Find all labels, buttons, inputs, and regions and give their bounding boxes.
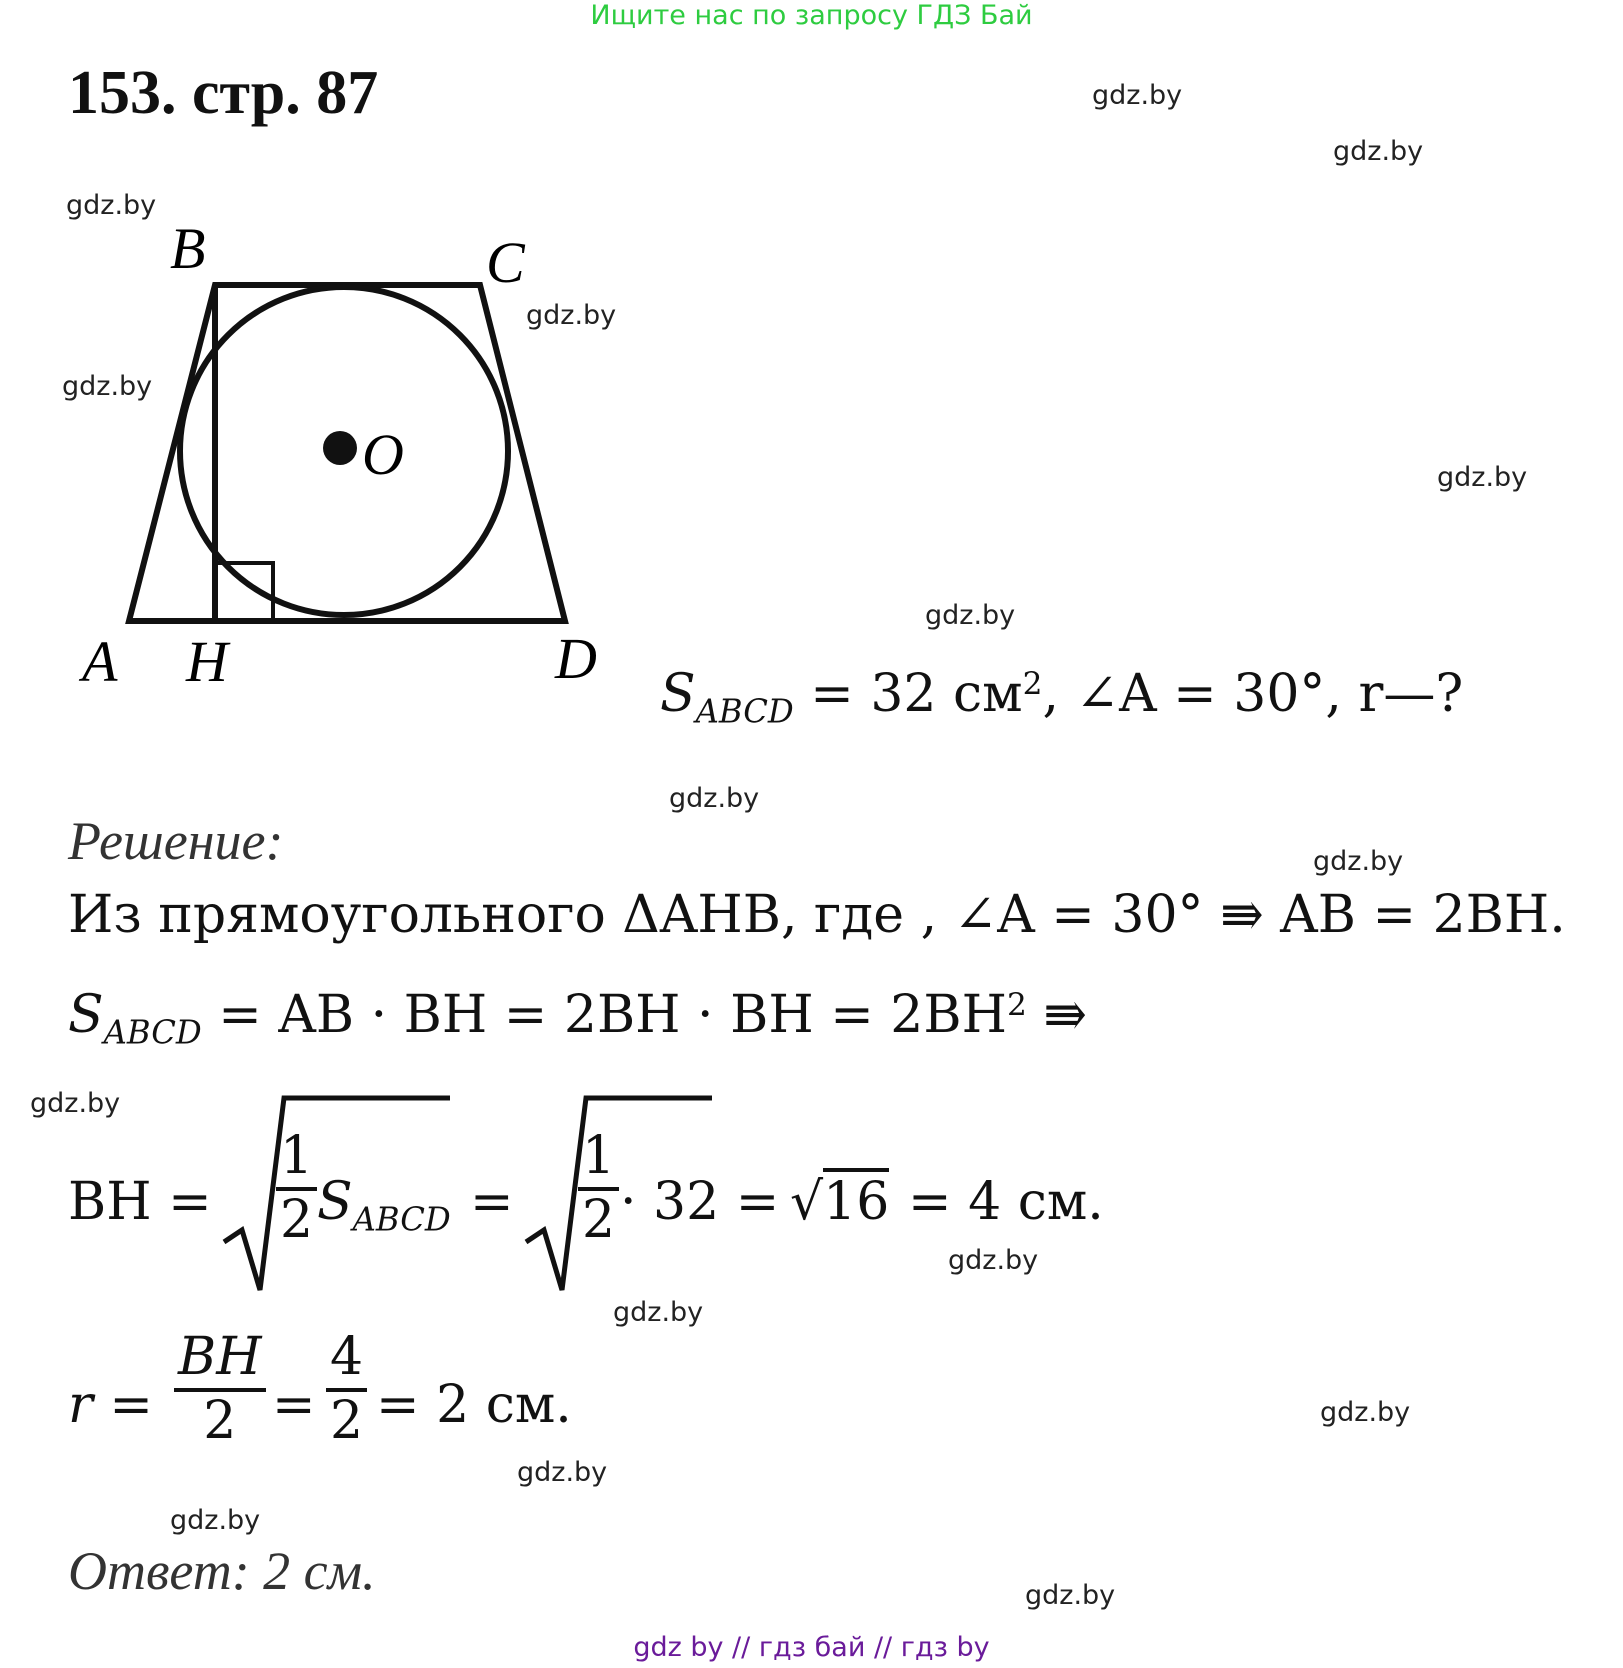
bh-frac1-num: 1 [276,1127,317,1191]
r-eq: = [272,1375,316,1435]
solution-line-2 [68,985,1087,1051]
line2-exponent: 2 [1006,986,1027,1023]
r-frac2-den: 2 [330,1390,364,1451]
r-frac-2 [320,1328,373,1452]
bh-frac-1 [270,1127,323,1251]
sqrt-value: 16 [823,1168,889,1232]
bh-eq-1: = [470,1172,514,1232]
watermark: gdz.by [170,1505,261,1536]
label-d: D [555,626,597,691]
label-a: A [82,629,118,694]
watermark: gdz.by [66,190,157,221]
label-o: O [362,422,404,487]
given-rest: , ∠A = 30°, r—? [1042,664,1464,724]
solution-line-1: Из прямоугольного ΔAHB, где , ∠A = 30° ⇛ AB = 2BH. [68,885,1566,945]
given-condition [660,664,1463,730]
top-banner[interactable]: Ищите нас по запросу ГДЗ Бай [590,0,1033,31]
watermark: gdz.by [517,1457,608,1488]
center-point [323,431,357,465]
answer: Ответ: 2 см. [68,1541,376,1601]
bh-frac1-den: 2 [280,1189,314,1250]
trapezoid-figure [70,220,630,700]
watermark: gdz.by [1437,462,1528,493]
watermark: gdz.by [62,371,153,402]
given-value: = 32 см [793,664,1023,724]
line2-expression: = AB · BH = 2BH · BH = 2BH [201,985,1007,1045]
bh-result: = 4 см. [908,1172,1104,1232]
given-s-sub: ABCD [695,692,794,731]
watermark: gdz.by [1092,80,1183,111]
given-s: S [660,664,696,724]
bh-frac2-den: 2 [582,1189,616,1250]
footer-links[interactable]: gdz by // гдз бай // гдз by [633,1632,990,1663]
given-exponent: 2 [1022,665,1043,702]
bh-s-sub: ABCD [352,1200,451,1239]
watermark: gdz.by [30,1088,121,1119]
line2-s-sub: ABCD [103,1013,202,1052]
problem-title: 153. стр. 87 [68,59,379,127]
watermark: gdz.by [925,600,1016,631]
r-lhs-text: r = [68,1375,153,1435]
sqrt-sign: √ [790,1172,824,1232]
label-h: H [186,629,228,694]
bh-frac2-num: 1 [578,1127,619,1191]
bh-mult: · 32 = [620,1172,780,1232]
bh-s: S [317,1172,353,1232]
watermark: gdz.by [613,1297,704,1328]
watermark: gdz.by [526,300,617,331]
bh-frac-2 [572,1127,625,1251]
label-c: C [486,230,525,295]
solution-heading: Решение: [68,811,284,871]
watermark: gdz.by [1333,136,1424,167]
r-lhs [68,1375,153,1435]
watermark: gdz.by [1313,846,1404,877]
watermark: gdz.by [669,783,760,814]
bh-sqrt16 [790,1172,889,1232]
bh-lhs: BH = [68,1172,212,1232]
label-b: B [170,220,206,281]
r-frac-1 [168,1328,272,1452]
line2-implies: ⇛ [1026,985,1087,1045]
watermark: gdz.by [1320,1397,1411,1428]
r-frac1-num: BH [174,1328,266,1392]
watermark: gdz.by [1025,1580,1116,1611]
r-frac1-den: 2 [203,1390,237,1451]
line2-s: S [68,985,104,1045]
r-result: = 2 см. [376,1375,572,1435]
watermark: gdz.by [948,1245,1039,1276]
r-frac2-num: 4 [326,1328,367,1392]
bh-s-abcd [317,1172,451,1238]
